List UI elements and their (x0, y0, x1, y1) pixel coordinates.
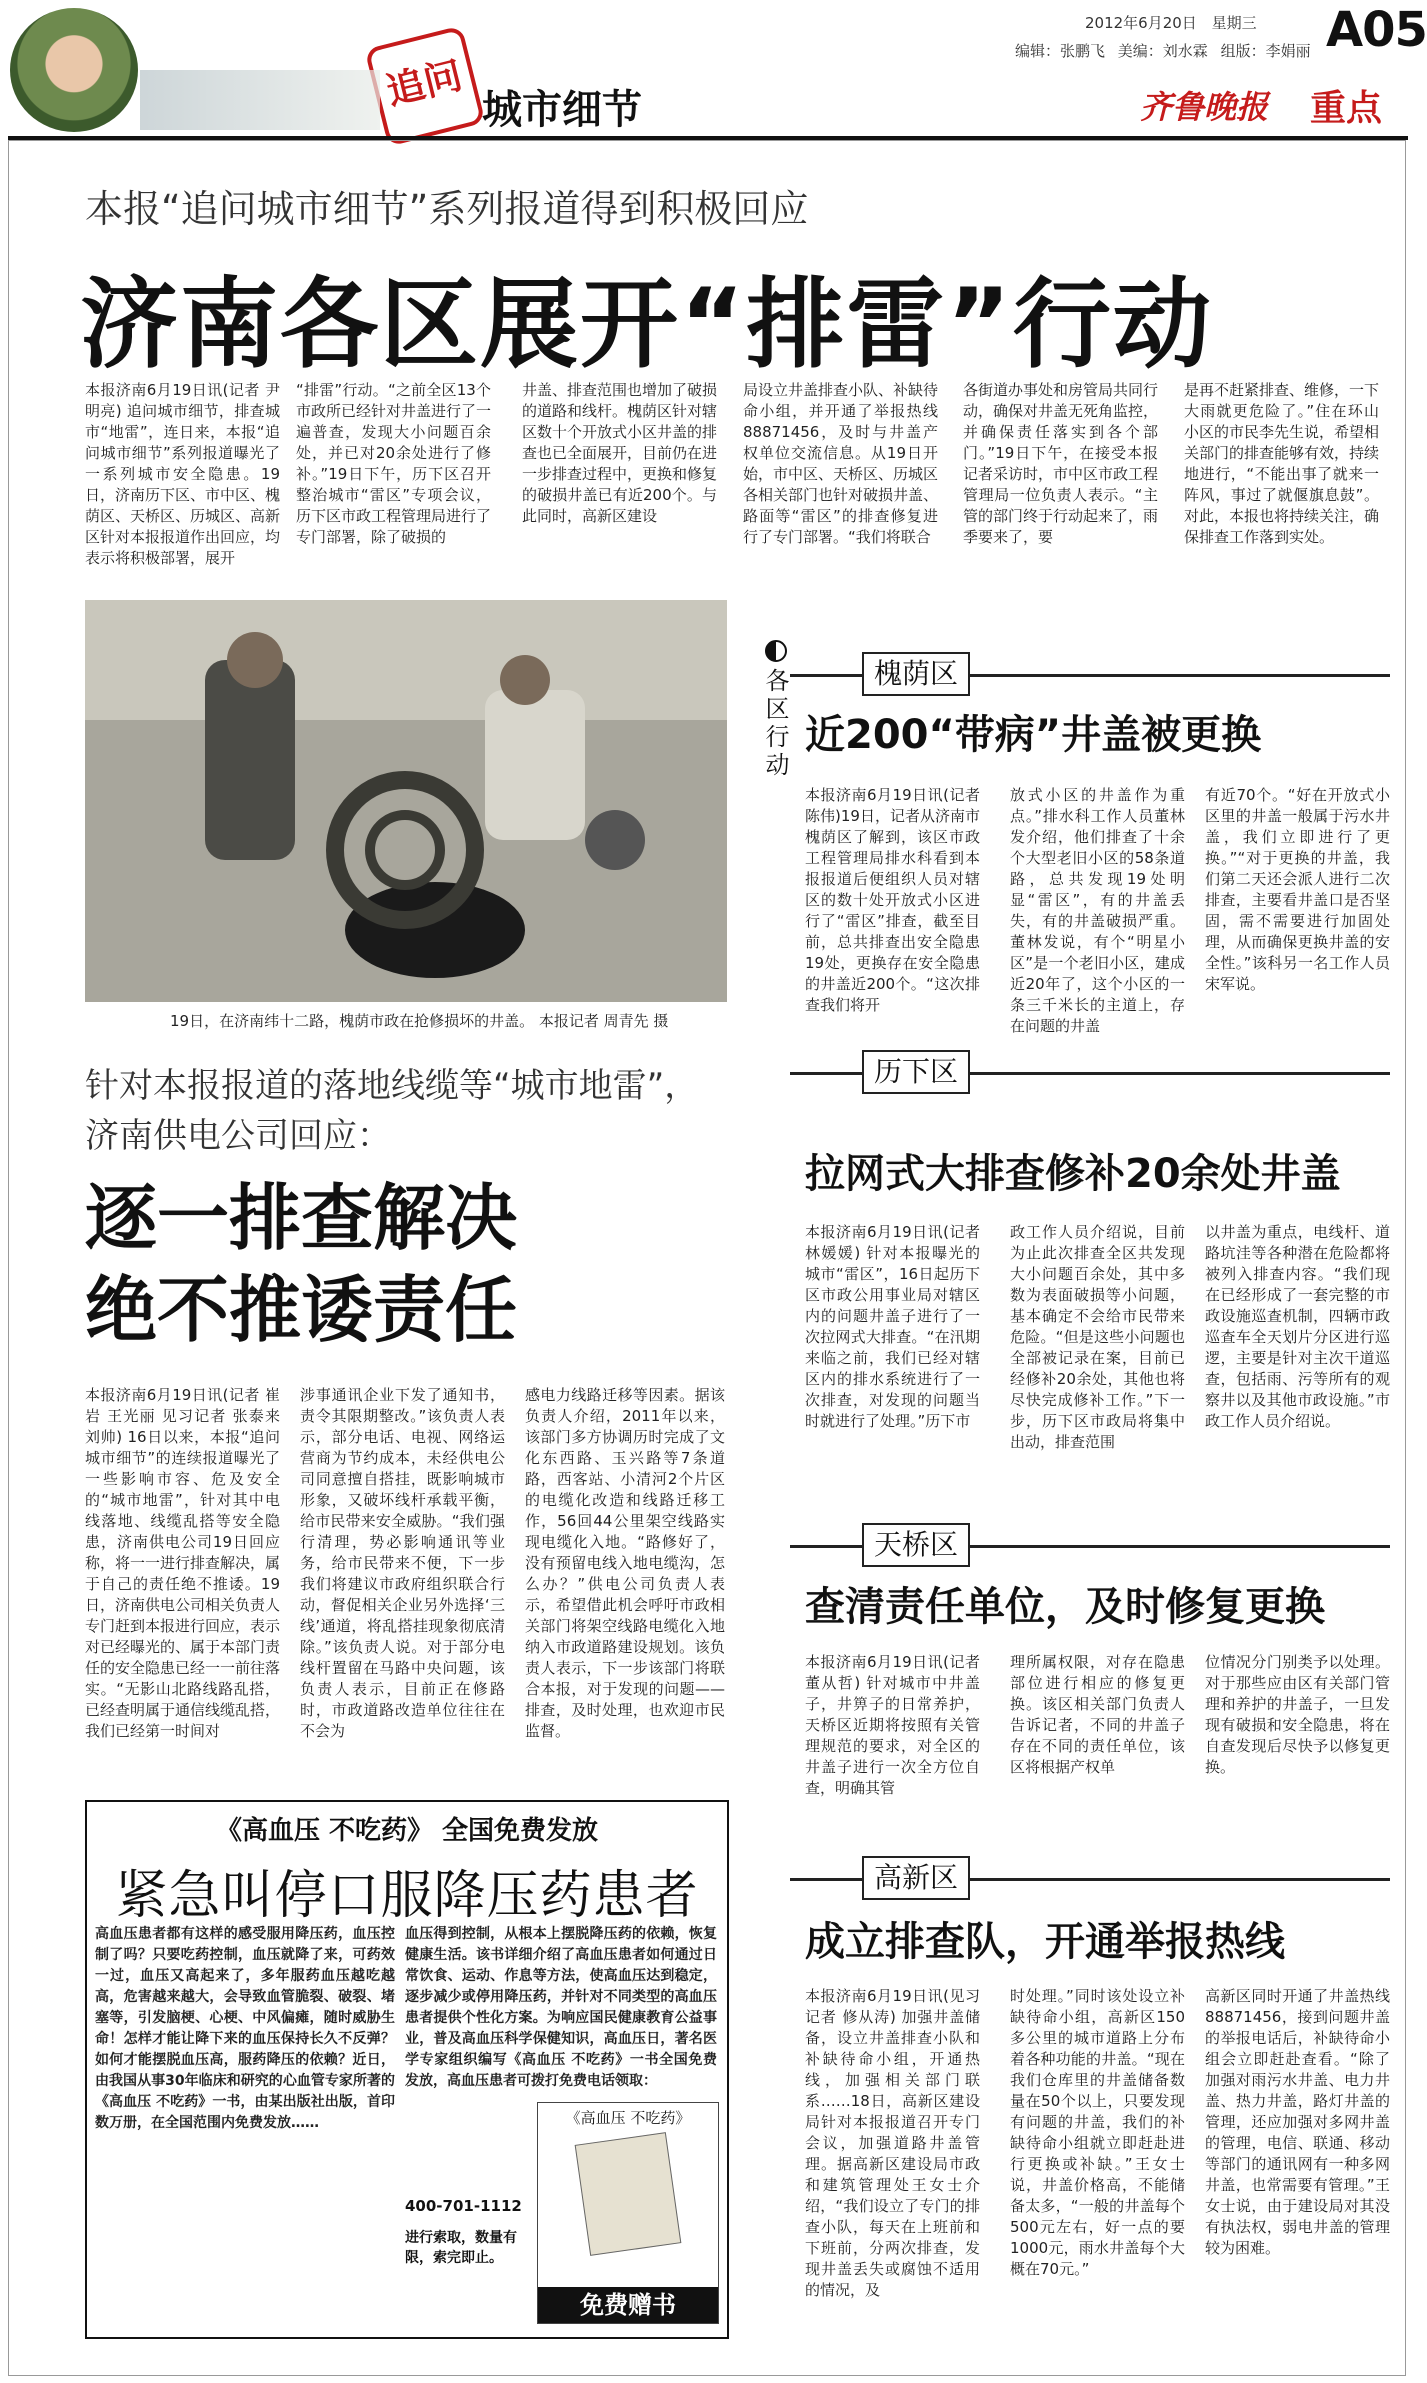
ad-top-line: 《高血压 不吃药》 全国免费发放 (215, 1816, 599, 1846)
district-col-3: 高新区同时开通了井盖热线88871456，接到问题井盖的举报电话后，补缺待命小组会立即赶赴查看。“除了加强对雨污水井盖、电力井盖、热力井盖，路灯井盖的管理，还应加强对多网井盖的管理，电信、联通、移动等部门的通讯网有一种多网井盖，也常需要有管理。”王女士说，由于建设局对其没有执法权，弱电井盖的管理较为困难。 (1205, 1987, 1390, 2257)
book-cover-icon (575, 2132, 682, 2256)
power-kicker-1: 针对本报报道的落地线缆等“城市地雷”， (85, 1066, 699, 1106)
district-tag: 历下区 (862, 1050, 970, 1094)
section-title: 重点 (1310, 88, 1383, 129)
district-col-3: 以井盖为重点，电线杆、道路坑洼等各种潜在危险都将被列入排查内容。“我们现在已经形成了一套完整的市政设施巡查机制，四辆市政巡查车全天划片分区进行巡逻，主要是针对主次干道巡查，包括雨、污等所有的观察井以及其他市政设施。”市政工作人员介绍说。 (1205, 1223, 1390, 1430)
district-headline: 成立排查队，开通举报热线 (805, 1919, 1285, 1965)
lead-kicker: 本报“追问城市细节”系列报道得到积极回应 (85, 187, 809, 231)
district-col-2: 放式小区的井盖作为重点。”排水科工作人员董林发介绍，他们排查了十余个大型老旧小区的58条道路，总共发现19处明显“雷区”，有的井盖丢失，有的井盖破损严重。董林发说，有个“明星小区”是一个老旧小区，建成近20年了，这个小区的一条三千米长的主道上，存在问题的井盖 (1010, 786, 1185, 1035)
power-headline-1: 逐一排查解决 (85, 1176, 518, 1260)
district-col-1: 本报济南6月19日讯(记者 林媛媛) 针对本报曝光的城市“雷区”，16日起历下区市政公用事业局对辖区内的问题井盖子进行了一次拉网式大排查。“在汛期来临之前，我们已经对辖区内的排水系统进行了一次排查，对发现的问题当时就进行了处理。”历下市 (805, 1223, 980, 1430)
district-headline: 拉网式大排查修补20余处井盖 (805, 1151, 1341, 1197)
power-headline-2: 绝不推诿责任 (85, 1268, 518, 1352)
weekday: 星期三 (1211, 14, 1257, 32)
district-col-1: 本报济南6月19日讯(记者 陈伟)19日，记者从济南市槐荫区了解到，该区市政工程管理局排水科看到本报报道后便组织人员对辖区的数十处开放式小区进行了“雷区”排查，截至目前，总共排查出安全隐患19处，更换存在安全隐患的井盖近200个。“这次排查我们将开 (805, 786, 980, 1014)
date-line (1085, 12, 1257, 33)
district-col-3: 位情况分门别类予以处理。对于那些应由区有关部门管理和养护的井盖子，一旦发现有破损和安全隐患，将在自查发现后尽快予以修复更换。 (1205, 1653, 1390, 1776)
editor: 编辑：张鹏飞 (1015, 42, 1106, 60)
ad-note: 进行索取，数量有限，索完即止。 (405, 2230, 517, 2266)
ad-right-text: 血压得到控制，从根本上摆脱降压药的依赖，恢复健康生活。该书详细介绍了高血压患者如何通过日常饮食、运动、作息等方法，使高血压达到稳定，逐步减少或停用降压药，并针对不同类型的高血压患者提供个性化方案。为响应国民健康教育公益事业，普及高血压科学保健知识，高血压日，著名医学专家组织编写《高血压 不吃药》一书全国免费发放，高血压患者可拨打免费电话领取： (405, 1926, 717, 2089)
page-number: A05 (1326, 2, 1427, 58)
ad-headline: 紧急叫停口服降压药患者 (115, 1866, 699, 1926)
brand-logo: 齐鲁晚报 (1140, 88, 1269, 126)
designer: 美编：刘水霖 (1117, 42, 1208, 60)
lead-col-3: 井盖、排查范围也增加了破损的道路和线杆。槐荫区针对辖区数十个开放式小区井盖的排查也已全面展开，目前仍在进一步排查过程中，更换和修复的破损井盖已有近200个。与此同时，高新区建设 (522, 381, 718, 525)
power-col-2: 涉事通讯企业下发了通知书，责令其限期整改。”该负责人表示，部分电话、电视、网络运营商为节约成本，未经供电公司同意擅自搭挂，既影响城市形象，又破坏线杆承载平衡，给市民带来安全威胁。“我们强行清理，势必影响通讯等业务，给市民带来不便，下一步我们将建议市政府组织联合行动，督促相关企业另外选择‘三线’通道，将乱搭挂现象彻底清除。”该负责人说。对于部分电线杆置留在马路中央问题，该负责人表示，目前正在修路时，市政道路改造单位往往在不会为 (300, 1386, 505, 1740)
proofreader: 组版：李娟丽 (1220, 42, 1311, 60)
photo-illustration (85, 600, 727, 1002)
district-tag: 天桥区 (862, 1523, 970, 1567)
date: 2012年6月20日 (1085, 14, 1197, 32)
district-col-3: 有近70个。“好在开放式小区里的井盖一般属于污水井盖，我们立即进行了更换。”“对于更换的井盖，我们第二天还会派人进行二次排查，主要看井盖口是否坚固，需不需要进行加固处理，从而确保更换井盖的安全性。”该科另一名工作人员宋军说。 (1205, 786, 1390, 993)
lead-headline: 济南各区展开“排雷”行动 (80, 268, 1213, 382)
district-col-1: 本报济南6月19日讯(记者 董从哲) 针对城市中井盖子，井箅子的日常养护，天桥区近期将按照有关管理规范的要求，对全区的井盖子进行一次全方位自查，明确其管 (805, 1653, 980, 1797)
lead-col-1: 本报济南6月19日讯(记者 尹明亮) 追问城市细节，排查城市“地雷”，连日来，本报“追问城市细节”系列报道曝光了一系列城市安全隐患。19日，济南历下区、市中区、槐荫区、天桥区、历城区、高新区针对本报报道作出回应，均表示将积极部署，展开 (85, 381, 281, 567)
news-photo (85, 600, 727, 1002)
photo-caption: 19日，在济南纬十二路，槐荫市政在抢修损坏的井盖。 本报记者 周青先 摄 (170, 1012, 669, 1030)
header-band (140, 70, 380, 130)
ad-box (85, 1800, 729, 2339)
avatar (10, 8, 138, 132)
lead-col-6: 是再不赶紧排查、维修，一下大雨就更危险了。”住在环山小区的市民李先生说，希望相关部门的排查能够有效，持续地进行，“不能出事了就来一阵风，事过了就偃旗息鼓”。对此，本报也将持续关注，确保排查工作落到实处。 (1184, 381, 1380, 546)
lead-col-2: “排雷”行动。“之前全区13个市政所已经针对井盖进行了一遍普查，发现大小问题百余处，并已对20余处进行了修补。”19日下午，历下区召开整治城市“雷区”专项会议，历下区市政工程管理局进行了专门部署，除了破损的 (296, 381, 492, 546)
district-headline: 近200“带病”井盖被更换 (805, 712, 1262, 758)
district-tag: 槐荫区 (862, 652, 970, 696)
side-label (758, 640, 793, 784)
district-col-2: 时处理。”同时该处设立补缺待命小组，高新区150多公里的城市道路上分布着各种功能的井盖。“现在我们仓库里的井盖储备数量在50个以上，只要发现有问题的井盖，我们的补缺待命小组就立即赶赴进行更换或补缺。”王女士说，井盖价格高，不能储备太多，“一般的井盖每个500元左右，好一点的要1000元，雨水井盖每个大概在70元。” (1010, 1987, 1185, 2278)
ad-phone: 400-701-1112 (405, 2197, 522, 2215)
district-col-2: 政工作人员介绍说，目前为止此次排查全区共发现大小问题百余处，其中多数为表面破损等小问题，基本确定不会给市民带来危险。“但是这些小问题也全部被记录在案，目前已经修补20余处，其他也将尽快完成修补工作。”下一步，历下区市政局将集中出动，排查范围 (1010, 1223, 1185, 1451)
column-badge (364, 25, 485, 146)
ad-book (537, 2102, 719, 2324)
power-col-3: 感电力线路迁移等因素。据该负责人介绍，2011年以来，该部门多方协调历时完成了文化东西路、玉兴路等7条道路，西客站、小清河2个片区的电缆化改造和线路迁移工作，56回44公里架空线路实现电缆化入地。“路修好了，没有预留电线入地电缆沟，怎么办？”供电公司负责人表示，希望借此机会呼吁市政相关部门将架空线路电缆化入地纳入市政道路建设规划。该负责人表示，下一步该部门将联合本报，对于发现的问题——排查，及时处理，也欢迎市民监督。 (525, 1386, 725, 1740)
district-headline: 查清责任单位，及时修复更换 (805, 1584, 1325, 1630)
district-tag: 高新区 (862, 1856, 970, 1900)
half-circle-icon (765, 640, 787, 662)
credits (1015, 40, 1311, 61)
ad-book-label: 免费赠书 (538, 2287, 718, 2323)
power-kicker-2: 济南供电公司回应： (85, 1116, 391, 1156)
district-col-1: 本报济南6月19日讯(见习记者 修从涛) 加强井盖储备，设立井盖排查小队和补缺待命小组，开通热线，加强相关部门联系……18日，高新区建设局针对本报报道召开专门会议，加强道路井盖管理。据高新区建设局市政和建筑管理处王女士介绍，“我们设立了专门的排查小队，每天在上班前和下班前，分两次排查，发现井盖丢失或腐蚀不适用的情况，及 (805, 1987, 980, 2299)
column-title: 城市细节 (482, 87, 642, 133)
district-col-2: 理所属权限，对存在隐患部位进行相应的修复更换。该区相关部门负责人告诉记者，不同的井盖子存在不同的责任单位，该区将根据产权单 (1010, 1653, 1185, 1776)
lead-col-5: 各街道办事处和房管局共同行动，确保对井盖无死角监控，并确保责任落实到各个部门。”19日下午，在接受本报记者采访时，市中区市政工程管理局一位负责人表示。“主管的部门终于行动起来了，雨季要来了，要 (963, 381, 1159, 546)
badge-text: 追问 (382, 52, 467, 114)
power-col-1: 本报济南6月19日讯(记者 崔岩 王光丽 见习记者 张泰来 刘帅) 16日以来，本报“追问城市细节”的连续报道曝光了一些影响市容、危及安全的“城市地雷”，针对其中电线落地、线缆乱搭等安全隐患，济南供电公司19日回应称，将一一进行排查解决，属于自己的责任绝不推诿。19日，济南供电公司相关负责人专门赶到本报进行回应，表示对已经曝光的、属于本部门责任的安全隐患已经一一前往落实。“无影山北路线路乱搭，已经查明属于通信线缆乱搭，我们已经第一时间对 (85, 1386, 281, 1740)
lead-col-4: 局设立井盖排查小队、补缺待命小组，并开通了举报热线88871456，及时与井盖产权单位交流信息。从19日开始，市中区、天桥区、历城区各相关部门也针对破损井盖、路面等“雷区”的排查修复进行了专门部署。“我们将联合 (743, 381, 939, 546)
ad-left-text: 高血压患者都有这样的感受服用降压药，血压控制了吗？只要吃药控制，血压就降了来，可药效一过，血压又高起来了，多年服药血压越吃越高，危害越来越大，会导致血管脆裂、破裂、堵塞等，引发脑梗、心梗、中风偏瘫，随时威胁生命！怎样才能让降下来的血压保持长久不反弹？如何才能摆脱血压高，服药降压的依赖？近日，由我国从事30年临床和研究的心血管专家所著的《高血压 不吃药》一书，由某出版社出版，首印数万册，在全国范围内免费发放…… (95, 1926, 395, 2131)
side-label-text: 各区行动 (761, 668, 789, 780)
ad-book-title: 《高血压 不吃药》 (565, 2109, 691, 2127)
